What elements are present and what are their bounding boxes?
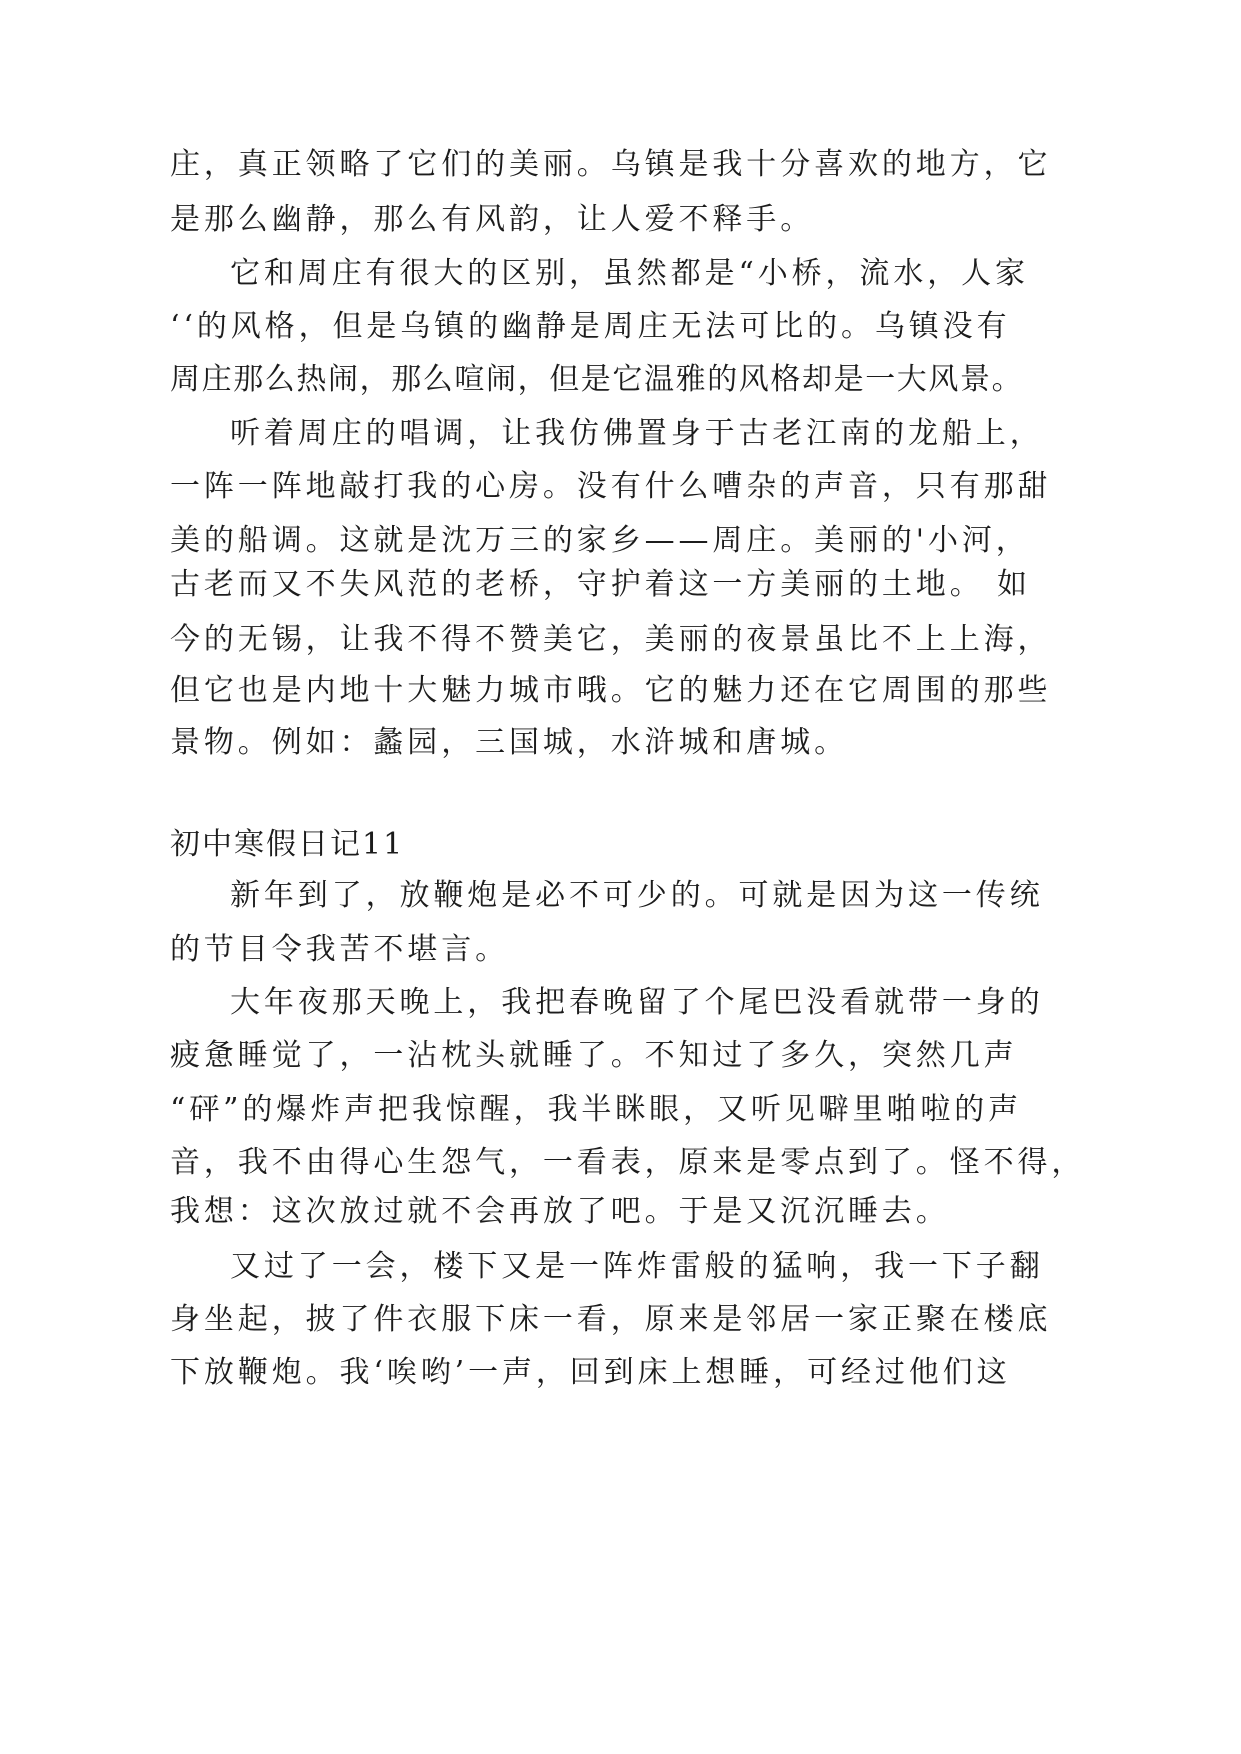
text-line: 古老而又不失风范的老桥，守护着这一方美丽的土地。 如 xyxy=(170,567,1031,602)
text-line: 新年到了，放鞭炮是必不可少的。可就是因为这一传统 xyxy=(230,878,1044,913)
text-line: 疲惫睡觉了，一沾枕头就睡了。不知过了多久，突然几声 xyxy=(170,1038,1018,1073)
text-line: 听着周庄的唱调，让我仿佛置身于古老江南的龙船上， xyxy=(230,416,1044,451)
section-heading: 初中寒假日记11 xyxy=(170,827,405,862)
text-line: 景物。例如：蠡园，三国城，水浒城和唐城。 xyxy=(170,725,848,760)
text-line: 下放鞭炮。我‘唉哟’一声，回到床上想睡，可经过他们这 xyxy=(170,1355,1011,1390)
text-line: 庄，真正领略了它们的美丽。乌镇是我十分喜欢的地方，它 xyxy=(170,147,1052,182)
text-line: 又过了一会，楼下又是一阵炸雷般的猛响，我一下子翻 xyxy=(230,1249,1044,1284)
text-line: 美的船调。这就是沈万三的家乡——周庄。美丽的'小河， xyxy=(170,523,1030,558)
text-line: 的节目令我苦不堪言。 xyxy=(170,932,509,967)
text-line: 周庄那么热闹，那么喧闹，但是它温雅的风格却是一大风景。 xyxy=(170,362,1024,397)
text-line: 它和周庄有很大的区别，虽然都是“小桥，流水，人家 xyxy=(230,256,1029,291)
text-line: 今的无锡，让我不得不赞美它，美丽的夜景虽比不上上海， xyxy=(170,622,1052,657)
text-line: 一阵一阵地敲打我的心房。没有什么嘈杂的声音，只有那甜 xyxy=(170,469,1052,504)
text-line: 大年夜那天晚上，我把春晚留了个尾巴没看就带一身的 xyxy=(230,985,1044,1020)
text-line: “砰”的爆炸声把我惊醒，我半眯眼，又听见噼里啪啦的声 xyxy=(170,1092,1023,1127)
text-line: 我想：这次放过就不会再放了吧。于是又沉沉睡去。 xyxy=(170,1194,950,1229)
text-line: ‘‘的风格，但是乌镇的幽静是周庄无法可比的。乌镇没有 xyxy=(170,309,1011,344)
text-line: 但它也是内地十大魅力城市哦。它的魅力还在它周围的那些 xyxy=(170,673,1052,708)
text-line: 身坐起，披了件衣服下床一看，原来是邻居一家正聚在楼底 xyxy=(170,1302,1052,1337)
text-line: 音，我不由得心生怨气，一看表，原来是零点到了。怪不得， xyxy=(170,1145,1086,1180)
text-line: 是那么幽静，那么有风韵，让人爱不释手。 xyxy=(170,202,815,237)
